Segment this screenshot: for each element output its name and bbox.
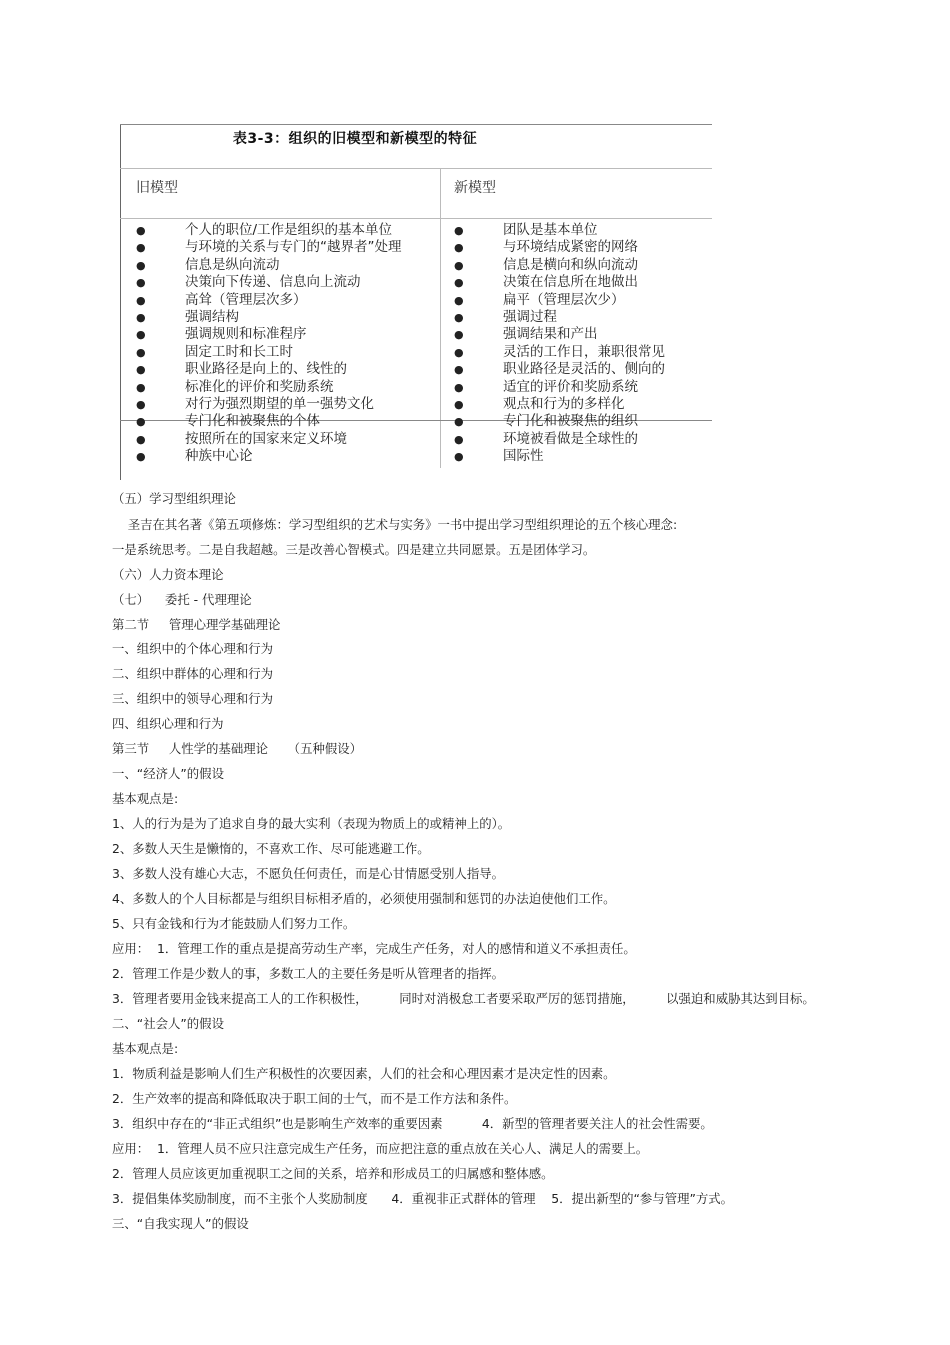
old-model-item-text: 固定工时和长工时	[185, 343, 293, 360]
paragraph-line: 一、“经济人”的假设	[112, 766, 224, 781]
bullet-icon: ●	[454, 450, 464, 464]
paragraph-line: 四、组织心理和行为	[112, 716, 224, 731]
bullet-icon: ●	[136, 415, 146, 429]
old-model-item-text: 种族中心论	[185, 448, 253, 465]
old-model-item	[136, 448, 402, 465]
bullet-icon: ●	[136, 450, 146, 464]
new-model-item-text: 专门化和被聚焦的组织	[503, 413, 638, 430]
paragraph-line: 一是系统思考。二是自我超越。三是改善心智模式。四是建立共同愿景。五是团体学习。	[112, 542, 596, 557]
new-model-item	[454, 431, 665, 448]
paragraph-line: 一、组织中的个体心理和行为	[112, 641, 274, 656]
paragraph-line: 3．管理者要用金钱来提高工人的工作积极性， 同时对消极怠工者要采取严厉的惩罚措施， 以强迫和威胁其达到目标。	[112, 991, 815, 1006]
paragraph-line: 1、人的行为是为了追求自身的最大实利（表现为物质上的或精神上的）。	[112, 816, 511, 831]
new-model-item	[454, 379, 665, 396]
new-model-item	[454, 222, 665, 239]
bullet-icon: ●	[136, 310, 146, 324]
paragraph-line: 1．物质利益是影响人们生产积极性的次要因素，人们的社会和心理因素才是决定性的因素。	[112, 1066, 616, 1081]
paragraph-line: （六）人力资本理论	[112, 567, 224, 582]
new-model-item-text: 信息是横向和纵向流动	[503, 256, 638, 273]
paragraph-line: 3．组织中存在的“非正式组织”也是影响生产效率的重要因素 4．新型的管理者要关注人的社会性需要。	[112, 1116, 713, 1131]
new-model-header: 新模型	[454, 180, 496, 196]
old-model-item	[136, 326, 402, 343]
new-model-item-text: 环境被看做是全球性的	[503, 430, 638, 447]
paragraph-line: 第二节 管理心理学基础理论	[112, 617, 281, 632]
old-model-item	[136, 396, 402, 413]
paragraph-line: 2．生产效率的提高和降低取决于职工间的士气，而不是工作方法和条件。	[112, 1091, 517, 1106]
new-model-item	[454, 361, 665, 378]
old-model-item-text: 按照所在的国家来定义环境	[185, 430, 347, 447]
bullet-icon: ●	[454, 276, 464, 290]
paragraph-line: 应用： 1．管理工作的重点是提高劳动生产率，完成生产任务，对人的感情和道义不承担责任。	[112, 941, 636, 956]
paragraph-line: 基本观点是:	[112, 1041, 179, 1056]
old-model-item-text: 职业路径是向上的、线性的	[185, 361, 347, 378]
old-model-item	[136, 292, 402, 309]
old-model-item	[136, 361, 402, 378]
bullet-icon: ●	[454, 380, 464, 394]
new-model-item	[454, 344, 665, 361]
paragraph-line: 三、组织中的领导心理和行为	[112, 691, 274, 706]
old-model-item-text: 个人的职位/工作是组织的基本单位	[185, 222, 393, 238]
paragraph-line: 圣吉在其名著《第五项修炼：学习型组织的艺术与实务》一书中提出学习型组织理论的五个核心理念:	[112, 517, 678, 532]
new-model-item-text: 灵活的工作日，兼职很常见	[503, 343, 665, 360]
old-model-list	[136, 222, 402, 465]
old-model-item-text: 高耸（管理层次多）	[185, 291, 307, 308]
bullet-icon: ●	[136, 328, 146, 342]
table-header-divider	[120, 218, 712, 219]
table-left-border	[120, 124, 121, 480]
old-model-item	[136, 222, 402, 239]
new-model-item-text: 强调过程	[503, 308, 557, 325]
table-top-border	[120, 124, 712, 125]
new-model-item-text: 与环境结成紧密的网络	[503, 239, 638, 256]
old-model-item	[136, 309, 402, 326]
old-model-item-text: 对行为强烈期望的单一强势文化	[185, 395, 374, 412]
new-model-item	[454, 396, 665, 413]
new-model-item-text: 团队是基本单位	[503, 222, 598, 238]
old-model-item	[136, 431, 402, 448]
old-model-item	[136, 274, 402, 291]
bullet-icon: ●	[136, 363, 146, 377]
old-model-item	[136, 344, 402, 361]
bullet-icon: ●	[454, 224, 464, 237]
paragraph-line: 5、只有金钱和行为才能鼓励人们努力工作。	[112, 916, 356, 931]
new-model-item-text: 职业路径是灵活的、侧向的	[503, 361, 665, 378]
new-model-item-text: 适宜的评价和奖励系统	[503, 378, 638, 395]
new-model-list	[454, 222, 665, 465]
new-model-item	[454, 448, 665, 465]
new-model-item-text: 观点和行为的多样化	[503, 395, 625, 412]
old-model-item	[136, 379, 402, 396]
new-model-item	[454, 257, 665, 274]
paragraph-line: 三、“自我实现人”的假设	[112, 1216, 249, 1231]
new-model-item	[454, 239, 665, 256]
paragraph-line: 2．管理工作是少数人的事，多数工人的主要任务是听从管理者的指挥。	[112, 966, 504, 981]
bullet-icon: ●	[136, 293, 146, 307]
bullet-icon: ●	[454, 328, 464, 342]
bullet-icon: ●	[454, 241, 464, 255]
bullet-icon: ●	[136, 276, 146, 290]
new-model-item	[454, 413, 665, 430]
old-model-item-text: 信息是纵向流动	[185, 256, 280, 273]
paragraph-line: 3．提倡集体奖励制度，而不主张个人奖励制度 4．重视非正式群体的管理 5．提出新型的“参与管理”方式。	[112, 1191, 734, 1206]
bullet-icon: ●	[136, 432, 146, 446]
bullet-icon: ●	[454, 258, 464, 272]
old-model-item-text: 决策向下传递、信息向上流动	[185, 274, 361, 291]
old-model-item-text: 与环境的关系与专门的“越界者”处理	[185, 239, 402, 256]
table-column-divider	[440, 168, 441, 468]
paragraph-line: 二、组织中群体的心理和行为	[112, 666, 274, 681]
paragraph-line: 2．管理人员应该更加重视职工之间的关系，培养和形成员工的归属感和整体感。	[112, 1166, 554, 1181]
old-model-item	[136, 413, 402, 430]
paragraph-line: 4、多数人的个人目标都是与组织目标相矛盾的，必须使用强制和惩罚的办法迫使他们工作。	[112, 891, 616, 906]
new-model-item	[454, 274, 665, 291]
paragraph-line: （七） 委托 - 代理理论	[112, 592, 252, 607]
bullet-icon: ●	[454, 432, 464, 446]
bullet-icon: ●	[136, 397, 146, 411]
bullet-icon: ●	[454, 397, 464, 411]
new-model-item-text: 决策在信息所在地做出	[503, 274, 638, 291]
bullet-icon: ●	[136, 345, 146, 359]
bullet-icon: ●	[136, 380, 146, 394]
new-model-item	[454, 309, 665, 326]
bullet-icon: ●	[454, 363, 464, 377]
old-model-item-text: 专门化和被聚焦的个体	[185, 413, 320, 430]
new-model-item	[454, 326, 665, 343]
table-figure	[120, 124, 712, 480]
paragraph-line: 应用： 1．管理人员不应只注意完成生产任务，而应把注意的重点放在关心人、满足人的需要上。	[112, 1141, 649, 1156]
new-model-item	[454, 292, 665, 309]
table-title: 表3-3：组织的旧模型和新模型的特征	[232, 131, 478, 147]
bullet-icon: ●	[454, 293, 464, 307]
old-model-item-text: 强调结构	[185, 308, 239, 325]
bullet-icon: ●	[454, 415, 464, 429]
old-model-item	[136, 257, 402, 274]
bullet-icon: ●	[454, 345, 464, 359]
paragraph-line: （五）学习型组织理论	[112, 491, 236, 506]
bullet-icon: ●	[136, 224, 146, 237]
paragraph-line: 二、“社会人”的假设	[112, 1016, 224, 1031]
bullet-icon: ●	[454, 310, 464, 324]
paragraph-line: 3、多数人没有雄心大志，不愿负任何责任，而是心甘情愿受别人指导。	[112, 866, 504, 881]
old-model-header: 旧模型	[136, 180, 178, 196]
table-title-divider	[120, 168, 712, 169]
new-model-item-text: 扁平（管理层次少）	[503, 291, 625, 308]
new-model-item-text: 强调结果和产出	[503, 326, 598, 343]
paragraph-line: 第三节 人性学的基础理论 （五种假设）	[112, 741, 363, 756]
paragraph-line: 基本观点是:	[112, 791, 179, 806]
paragraph-line: 2、多数人天生是懒惰的，不喜欢工作、尽可能逃避工作。	[112, 841, 430, 856]
old-model-item-text: 标准化的评价和奖励系统	[185, 378, 334, 395]
new-model-item-text: 国际性	[503, 448, 544, 465]
bullet-icon: ●	[136, 241, 146, 255]
bullet-icon: ●	[136, 258, 146, 272]
old-model-item	[136, 239, 402, 256]
old-model-item-text: 强调规则和标准程序	[185, 326, 307, 343]
